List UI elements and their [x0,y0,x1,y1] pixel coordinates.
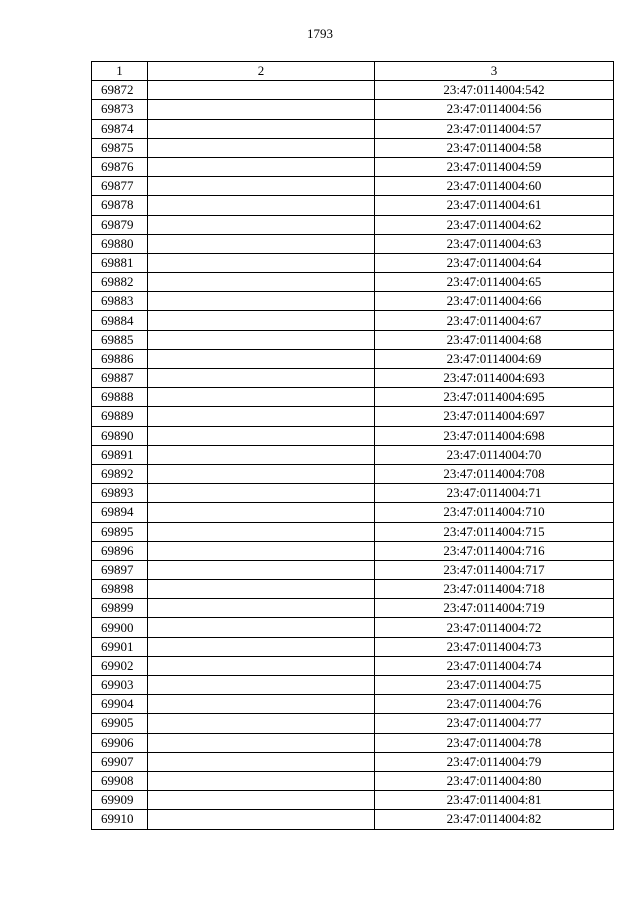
cadastral-number-cell: 23:47:0114004:62 [375,215,614,234]
table-row [92,311,614,330]
row-number-cell: 69903 [92,676,148,695]
row-number-cell: 69887 [92,369,148,388]
table-row [92,177,614,196]
table-row [92,791,614,810]
description-cell [148,637,375,656]
description-cell [148,733,375,752]
row-number-cell: 69889 [92,407,148,426]
row-number-cell: 69875 [92,138,148,157]
description-cell [148,541,375,560]
table-row [92,522,614,541]
row-number-cell: 69902 [92,656,148,675]
description-cell [148,292,375,311]
description-cell [148,119,375,138]
table-row [92,656,614,675]
description-cell [148,810,375,829]
cadastral-number-cell: 23:47:0114004:59 [375,157,614,176]
table-row [92,464,614,483]
table-row [92,771,614,790]
description-cell [148,369,375,388]
row-number-cell: 69888 [92,388,148,407]
table-row [92,637,614,656]
cadastral-number-cell: 23:47:0114004:710 [375,503,614,522]
row-number-cell: 69891 [92,445,148,464]
cadastral-number-cell: 23:47:0114004:65 [375,273,614,292]
table-row [92,714,614,733]
table-row [92,407,614,426]
cadastral-number-cell: 23:47:0114004:698 [375,426,614,445]
cadastral-number-cell: 23:47:0114004:61 [375,196,614,215]
row-number-cell: 69904 [92,695,148,714]
table-row [92,369,614,388]
row-number-cell: 69901 [92,637,148,656]
row-number-cell: 69872 [92,81,148,100]
row-number-cell: 69892 [92,464,148,483]
cadastral-number-cell: 23:47:0114004:69 [375,349,614,368]
description-cell [148,445,375,464]
description-cell [148,560,375,579]
row-number-cell: 69877 [92,177,148,196]
cadastral-number-cell: 23:47:0114004:719 [375,599,614,618]
cadastral-number-cell: 23:47:0114004:63 [375,234,614,253]
row-number-cell: 69897 [92,560,148,579]
cadastral-number-cell: 23:47:0114004:66 [375,292,614,311]
cadastral-number-cell: 23:47:0114004:70 [375,445,614,464]
table-row [92,676,614,695]
row-number-cell: 69883 [92,292,148,311]
header-row [92,62,614,81]
description-cell [148,330,375,349]
table-row [92,157,614,176]
row-number-cell: 69896 [92,541,148,560]
table-row [92,810,614,829]
table-row [92,138,614,157]
description-cell [148,100,375,119]
cadastral-number-cell: 23:47:0114004:60 [375,177,614,196]
cadastral-number-cell: 23:47:0114004:71 [375,484,614,503]
cadastral-number-cell: 23:47:0114004:72 [375,618,614,637]
row-number-cell: 69910 [92,810,148,829]
cadastral-number-cell: 23:47:0114004:82 [375,810,614,829]
row-number-cell: 69876 [92,157,148,176]
row-number-cell: 69890 [92,426,148,445]
description-cell [148,484,375,503]
description-cell [148,714,375,733]
page-number: 1793 [307,26,333,41]
description-cell [148,81,375,100]
table-row [92,560,614,579]
cadastral-number-cell: 23:47:0114004:75 [375,676,614,695]
description-cell [148,676,375,695]
description-cell [148,656,375,675]
table-row [92,234,614,253]
description-cell [148,599,375,618]
row-number-cell: 69882 [92,273,148,292]
row-number-cell: 69880 [92,234,148,253]
table-row [92,215,614,234]
description-cell [148,177,375,196]
cadastral-number-cell: 23:47:0114004:73 [375,637,614,656]
row-number-cell: 69874 [92,119,148,138]
table-row [92,695,614,714]
table-row [92,618,614,637]
cadastral-number-cell: 23:47:0114004:697 [375,407,614,426]
description-cell [148,618,375,637]
table-header [92,62,614,81]
row-number-cell: 69907 [92,752,148,771]
description-cell [148,464,375,483]
cadastral-number-cell: 23:47:0114004:58 [375,138,614,157]
cadastral-number-cell: 23:47:0114004:716 [375,541,614,560]
table-row [92,445,614,464]
row-number-cell: 69898 [92,580,148,599]
description-cell [148,522,375,541]
description-cell [148,138,375,157]
cadastral-number-cell: 23:47:0114004:693 [375,369,614,388]
cadastral-number-cell: 23:47:0114004:79 [375,752,614,771]
description-cell [148,388,375,407]
description-cell [148,695,375,714]
table-row [92,100,614,119]
table-row [92,388,614,407]
table-row [92,426,614,445]
cadastral-number-cell: 23:47:0114004:718 [375,580,614,599]
description-cell [148,580,375,599]
cadastral-number-cell: 23:47:0114004:715 [375,522,614,541]
cadastral-number-cell: 23:47:0114004:695 [375,388,614,407]
table-row [92,349,614,368]
table-row [92,196,614,215]
description-cell [148,157,375,176]
table-row [92,81,614,100]
cadastral-number-cell: 23:47:0114004:68 [375,330,614,349]
registry-table [91,61,614,830]
row-number-cell: 69905 [92,714,148,733]
row-number-cell: 69908 [92,771,148,790]
table-row [92,253,614,272]
cadastral-number-cell: 23:47:0114004:708 [375,464,614,483]
table-row [92,503,614,522]
cadastral-number-cell: 23:47:0114004:77 [375,714,614,733]
description-cell [148,791,375,810]
column-header-2: 2 [148,62,375,81]
row-number-cell: 69893 [92,484,148,503]
row-number-cell: 69884 [92,311,148,330]
table-row [92,484,614,503]
cadastral-number-cell: 23:47:0114004:74 [375,656,614,675]
row-number-cell: 69878 [92,196,148,215]
cadastral-number-cell: 23:47:0114004:78 [375,733,614,752]
description-cell [148,407,375,426]
table-row [92,580,614,599]
table-body [92,81,614,829]
row-number-cell: 69885 [92,330,148,349]
table-row [92,752,614,771]
cadastral-number-cell: 23:47:0114004:76 [375,695,614,714]
row-number-cell: 69899 [92,599,148,618]
column-header-3: 3 [375,62,614,81]
description-cell [148,273,375,292]
row-number-cell: 69881 [92,253,148,272]
row-number-cell: 69873 [92,100,148,119]
description-cell [148,503,375,522]
table-row [92,273,614,292]
table-row [92,330,614,349]
table-row [92,119,614,138]
description-cell [148,196,375,215]
description-cell [148,752,375,771]
table-row [92,292,614,311]
cadastral-number-cell: 23:47:0114004:67 [375,311,614,330]
row-number-cell: 69895 [92,522,148,541]
description-cell [148,771,375,790]
cadastral-number-cell: 23:47:0114004:80 [375,771,614,790]
table-row [92,733,614,752]
row-number-cell: 69906 [92,733,148,752]
cadastral-number-cell: 23:47:0114004:717 [375,560,614,579]
description-cell [148,349,375,368]
row-number-cell: 69886 [92,349,148,368]
column-header-1: 1 [92,62,148,81]
description-cell [148,311,375,330]
cadastral-number-cell: 23:47:0114004:81 [375,791,614,810]
row-number-cell: 69900 [92,618,148,637]
cadastral-number-cell: 23:47:0114004:64 [375,253,614,272]
description-cell [148,253,375,272]
cadastral-number-cell: 23:47:0114004:56 [375,100,614,119]
description-cell [148,215,375,234]
table-row [92,541,614,560]
table-row [92,599,614,618]
cadastral-number-cell: 23:47:0114004:57 [375,119,614,138]
cadastral-number-cell: 23:47:0114004:542 [375,81,614,100]
row-number-cell: 69894 [92,503,148,522]
row-number-cell: 69909 [92,791,148,810]
description-cell [148,234,375,253]
description-cell [148,426,375,445]
row-number-cell: 69879 [92,215,148,234]
